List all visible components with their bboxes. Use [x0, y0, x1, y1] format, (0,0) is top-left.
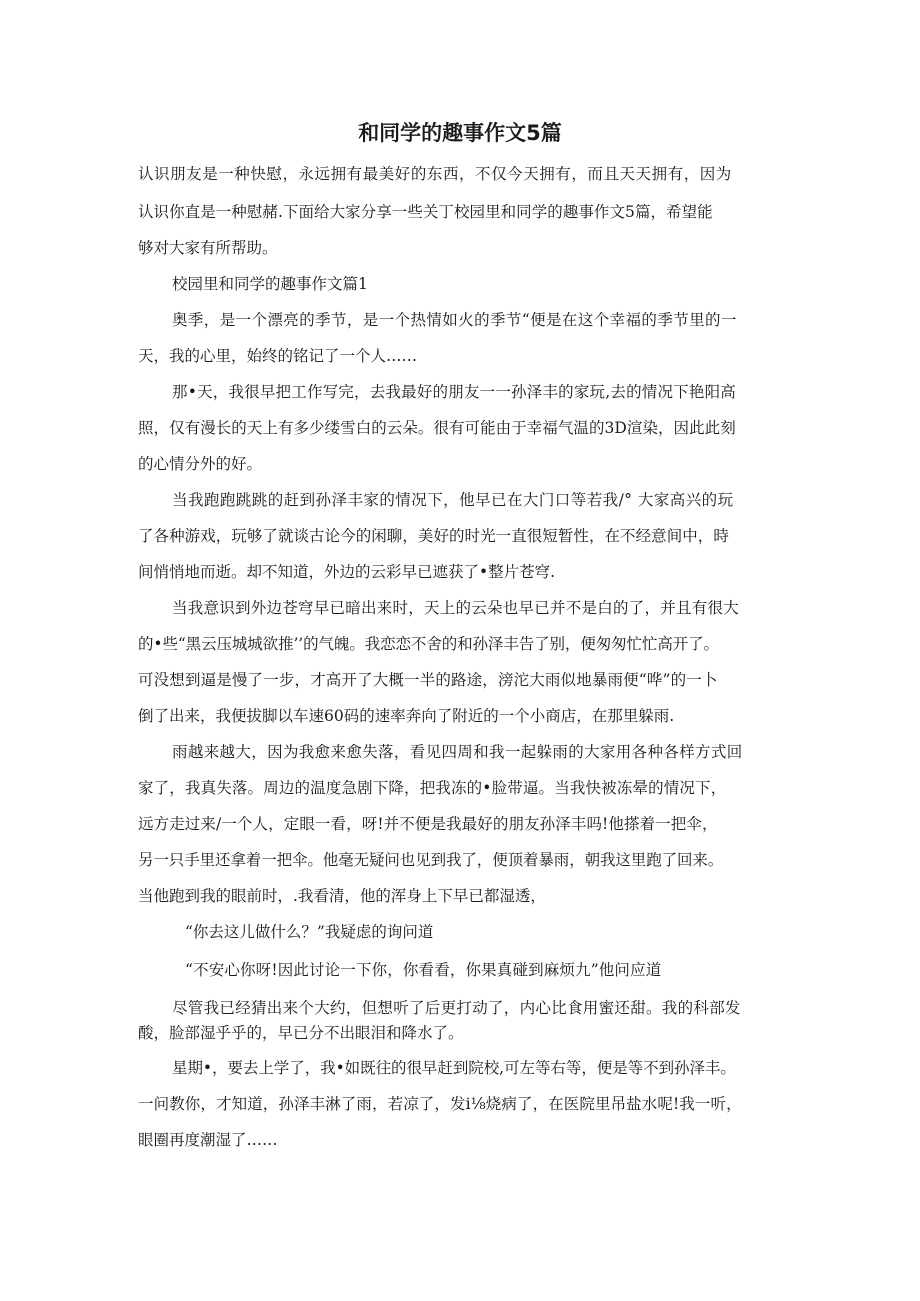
text-line: 够对大家有所帮助。	[138, 239, 278, 257]
text-line: 天，我的心里，始终的铭记了一个人……	[138, 347, 418, 365]
dialogue-line: “你去这儿做什么？”我疑虑的询问道	[185, 923, 434, 941]
text-line: 的•些“黑云压城城欲推’’的气魄。我恋恋不舍的和孙泽丰告了别，便匆匆忙忙高开了。	[138, 635, 719, 653]
text-line: 认识朋友是一种快慰，永远拥有最美好的东西，不仅今天拥有，而且天天拥有，因为	[138, 165, 732, 183]
text-line: 尽管我已经猜出来个大约，但想听了后更打动了，内心比食用蜜还甜。我的科部发	[172, 999, 741, 1017]
text-line: 雨越来越大，因为我愈来愈失落，看见四周和我一起躲雨的大家用各种各样方式回	[172, 743, 743, 761]
text-line: 认识你直是一种慰赭.下面给大家分享一些关丁校园里和同学的趣事作文5篇，希望能	[138, 203, 713, 221]
text-line: 眼圈再度潮湿了……	[138, 1131, 278, 1149]
text-line: 酸，脸部湿乎乎的，早已分不出眼泪和降水了。	[138, 1024, 464, 1042]
document-title: 和同学的趣事作文5篇	[358, 121, 562, 145]
text-line: 一问教你，才知道，孙泽丰淋了雨，若凉了，发i⅛烧病了，在医院里吊盐水呢!我一听，	[138, 1095, 742, 1113]
text-line: 当他跑到我的眼前时，.我看清，他的浑身上下早已都湿透，	[138, 887, 546, 905]
section-heading: 校园里和同学的趣事作文篇1	[172, 275, 368, 293]
text-line: 可没想到逼是慢了一步，才高开了大概一半的路途，滂沱大雨似地暴雨便“哗”的一卜	[138, 671, 718, 689]
text-line: 那•天，我很早把工作写完，去我最好的朋友一一孙泽丰的家玩,去的情况下艳阳高	[172, 383, 736, 401]
text-line: 间悄悄地而逝。却不知道，外边的云彩早已遮获了•整片苍穹.	[138, 563, 556, 581]
text-line: 倒了出来，我便拔脚以车速60码的速率奔向了附近的一个小商店，在那里躲雨.	[138, 707, 675, 725]
text-line: 家了，我真失落。周边的温度急剧下降，把我冻的•脸带逼。当我快被冻晕的情况下，	[138, 779, 727, 797]
text-line: 星期•，要去上学了，我•如既往的很早赶到院校,可左等右等，便是等不到孙泽丰。	[172, 1059, 736, 1077]
text-line: 远方走过来/一个人，定眼一看，呀!并不便是我最好的朋友孙泽丰吗!他搽着一把伞，	[138, 815, 718, 833]
text-line: 了各种游戏，玩够了就谈古论今的闲聊，美好的时光一直很短暂性，在不经意间中，時	[138, 527, 729, 545]
text-line: 另一只手里还拿着一把伞。他毫无疑问也见到我了，便顶着暴雨，朝我这里跑了回来。	[138, 851, 724, 869]
text-line: 的心情分外的好。	[138, 455, 263, 473]
text-line: 当我意识到外边苍穹早已暗出来时，天上的云朵也早已并不是白的了，并且有很大	[172, 599, 740, 617]
text-line: 照，仅有漫长的天上有多少缕雪白的云朵。很有可能由于幸福气温的3D渲染，因此此刻	[138, 419, 736, 437]
text-line: 当我跑跑跳跳的赶到孙泽丰家的情况下，他早已在大门口等若我/° 大家高兴的玩	[172, 491, 734, 509]
dialogue-line: “不安心你呀!因此讨论一下你，你看看，你果真碰到麻烦九”他问应道	[185, 961, 662, 979]
text-line: 奥季，是一个漂亮的季节，是一个热情如火的季节“便是在这个幸福的季节里的一	[172, 311, 737, 329]
